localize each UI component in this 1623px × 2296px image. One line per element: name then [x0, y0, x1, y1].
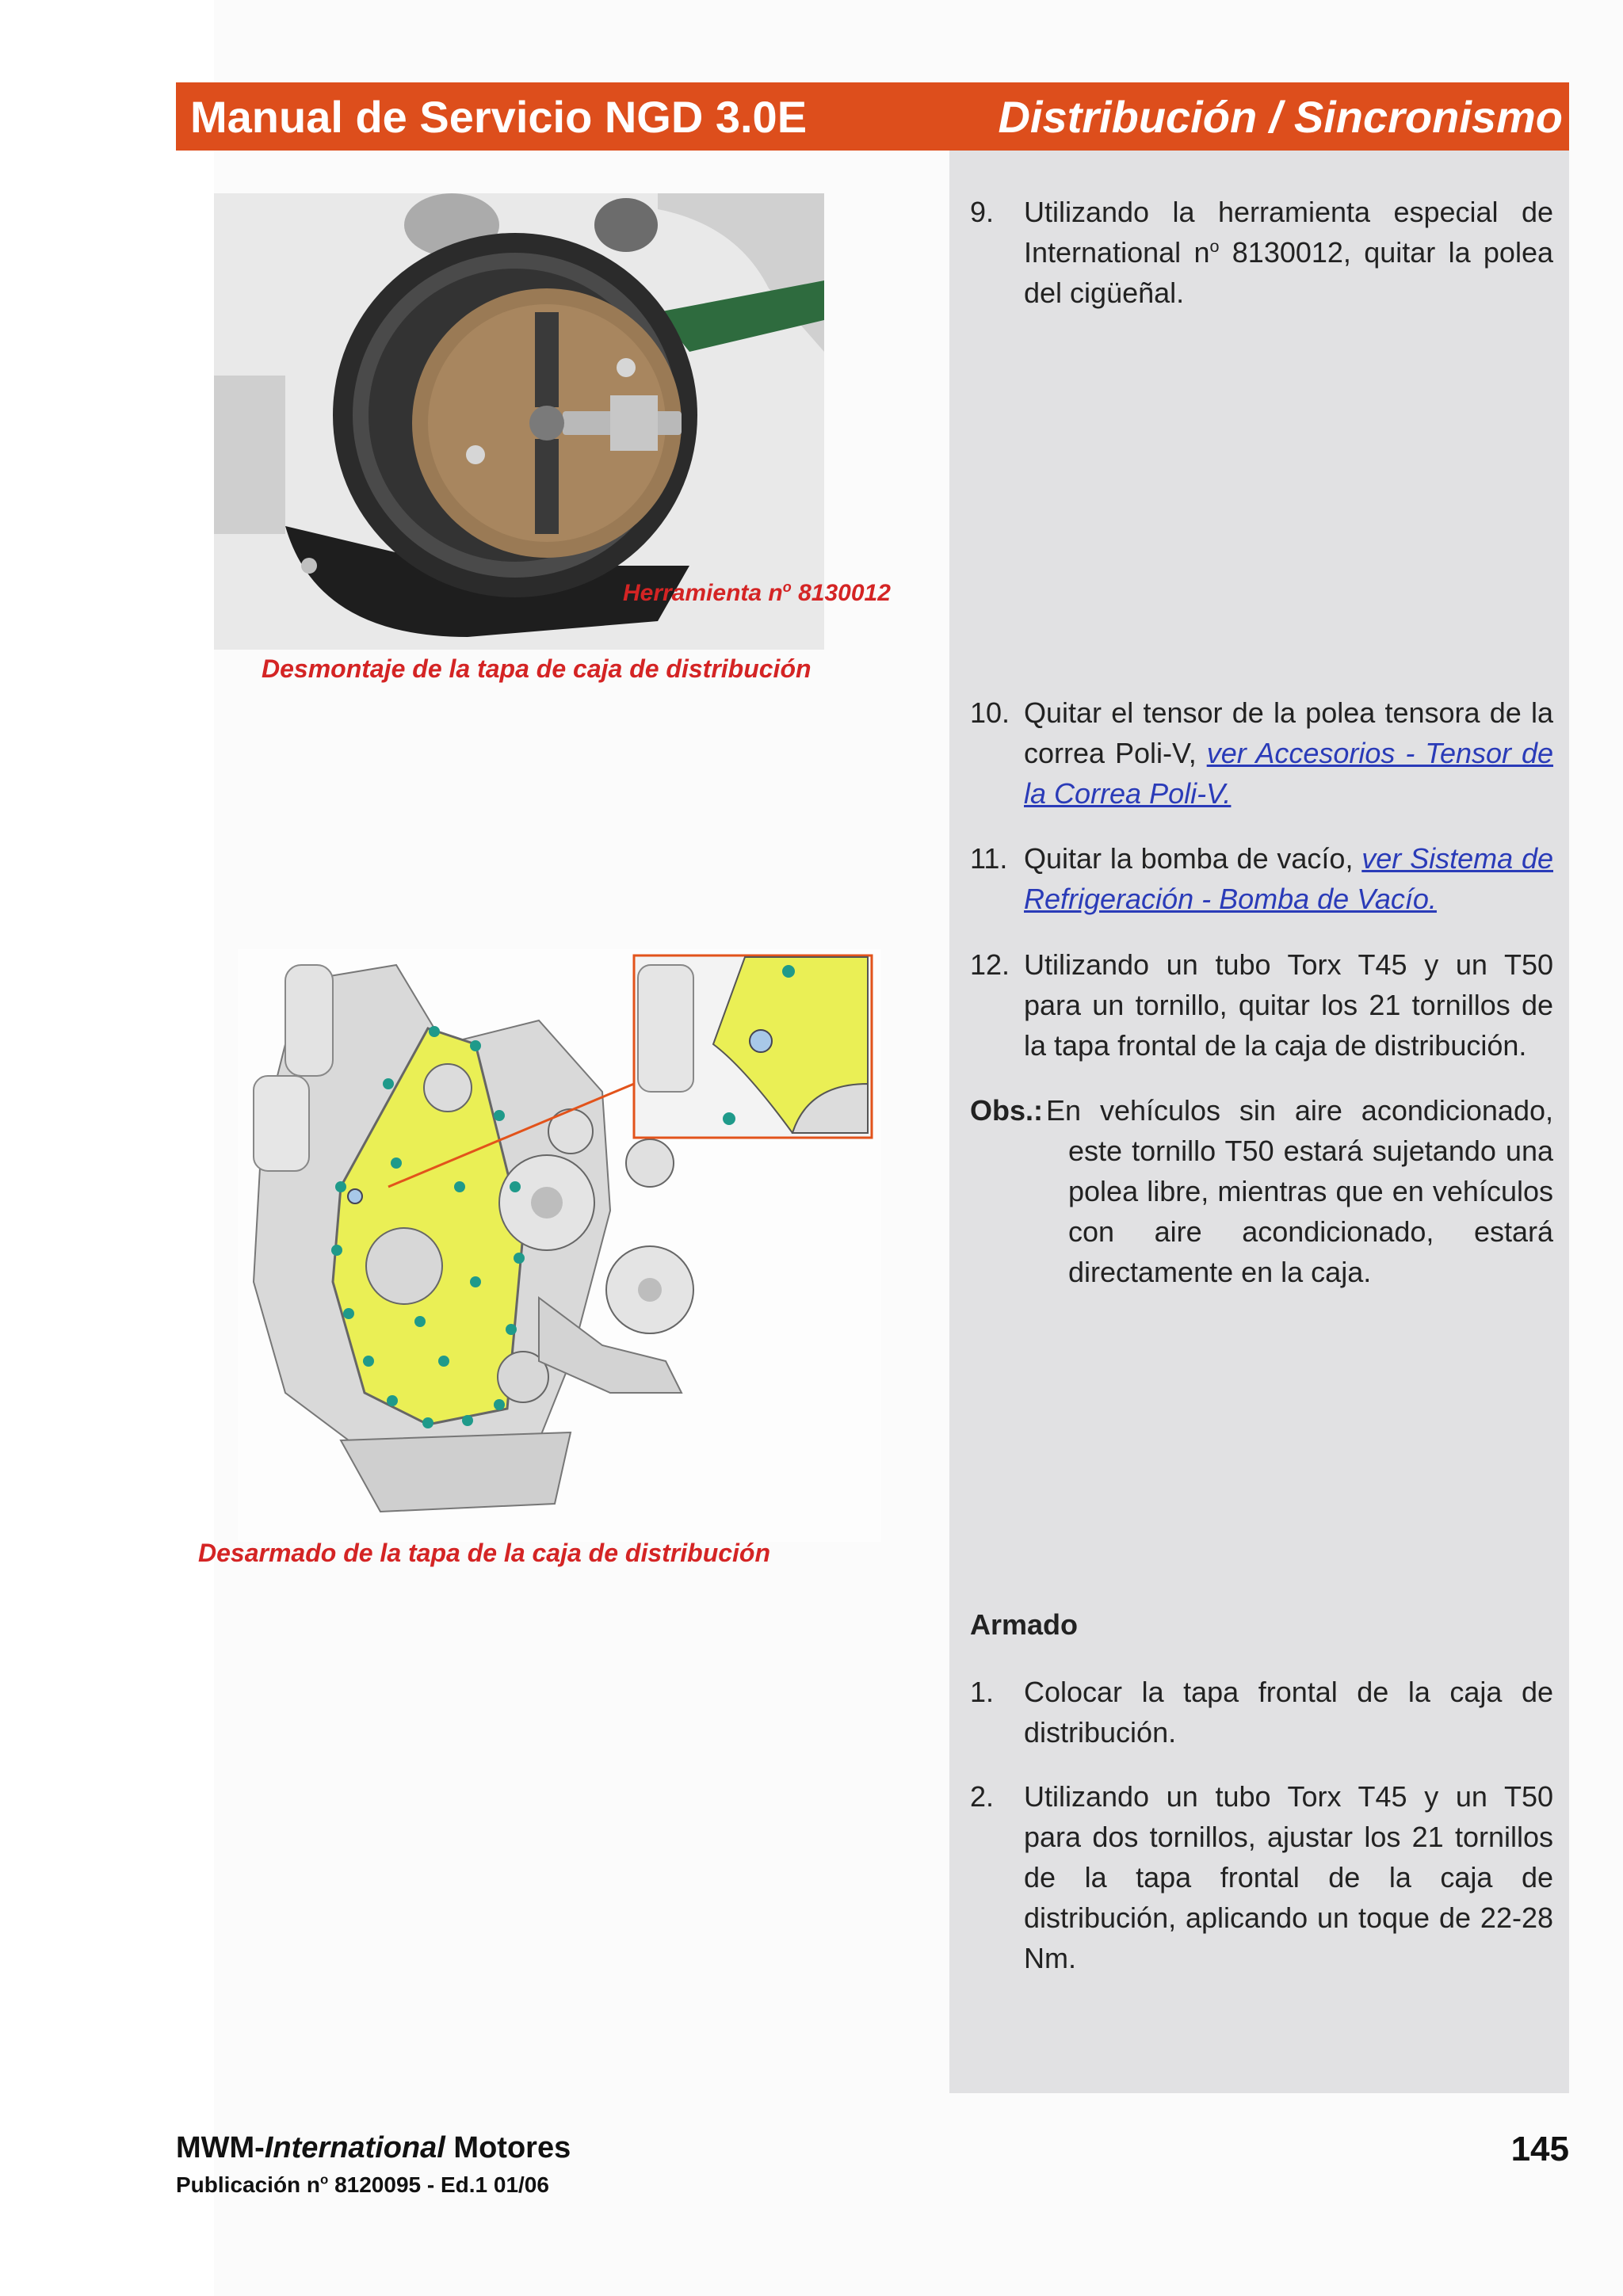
link-accesorios-tensor[interactable]: ver Accesorios - Tensor de la Correa Poli-V. [1024, 737, 1554, 810]
step-12 [970, 944, 1553, 1066]
step-number: 10. [970, 696, 1010, 729]
step-text: Utilizando un tubo Torx T45 y un T50 para dos tornillos, ajustar los 21 tornillos de la tapa frontal de la caja de distribución, aplicando un toque de 22-28 Nm. [1024, 1780, 1553, 1974]
link-bomba-de-vacio[interactable]: ver Sistema de Refrigeración - Bomba de Vacío. [1024, 842, 1553, 915]
footer-publication: Publicación $n^o$ 8120095 - Ed.1 01/06 [176, 2172, 549, 2197]
obs-label: Obs.: [970, 1094, 1044, 1127]
obs-text: En vehículos sin aire acondicionado, este tornillo T50 estará sujetando una polea libre, mientras que en vehículos con aire acondicionado, estará directamente en la caja. [1046, 1094, 1553, 1288]
page-header [176, 82, 1569, 151]
step-text: Utilizando la herramienta especial de International $n^o$ 8130012, quitar la polea del cigüeñal. [1024, 196, 1553, 309]
armado-step-2 [970, 1776, 1553, 1978]
figure-caption-1: Desmontaje de la tapa de caja de distribución [262, 654, 812, 683]
armado-heading: Armado [970, 1608, 1079, 1641]
step-text: Colocar la tapa frontal de la caja de distribución. [1024, 1676, 1553, 1749]
observation-note [970, 1090, 1553, 1292]
armado-step-1 [970, 1672, 1553, 1753]
step-number: 9. [970, 196, 995, 228]
manual-title: Manual de Servicio NGD 3.0E [190, 91, 808, 142]
figure-caption-2: Desarmado de la tapa de la caja de distribución [198, 1539, 771, 1567]
step-text: Utilizando un tubo Torx T45 y un T50 para un tornillo, quitar los 21 tornillos de la tapa frontal de la caja de distribución. [1024, 948, 1553, 1062]
step-text: Quitar el tensor de la polea tensora de la correa Poli-V, ver Accesorios - Tensor de la Correa Poli-V. [1024, 696, 1554, 810]
step-number: 1. [970, 1676, 995, 1708]
engine-drawing-svg [238, 949, 881, 1542]
footer-brand: MWM-International Motores [176, 2131, 571, 2164]
step-number: 11. [970, 842, 1008, 875]
step-10 [970, 692, 1553, 814]
tool-label: Herramienta $n^o$ 8130012 [623, 579, 891, 606]
section-title: Distribución / Sincronismo [998, 91, 1563, 142]
engine-cover-drawing [238, 949, 881, 1542]
step-number: 12. [970, 948, 1010, 981]
page-number: 145 [1510, 2130, 1569, 2168]
step-11 [970, 838, 1553, 919]
step-text: Quitar la bomba de vacío, ver Sistema de Refrigeración - Bomba de Vacío. [1024, 842, 1553, 915]
step-9 [970, 192, 1553, 313]
step-number: 2. [970, 1780, 995, 1813]
